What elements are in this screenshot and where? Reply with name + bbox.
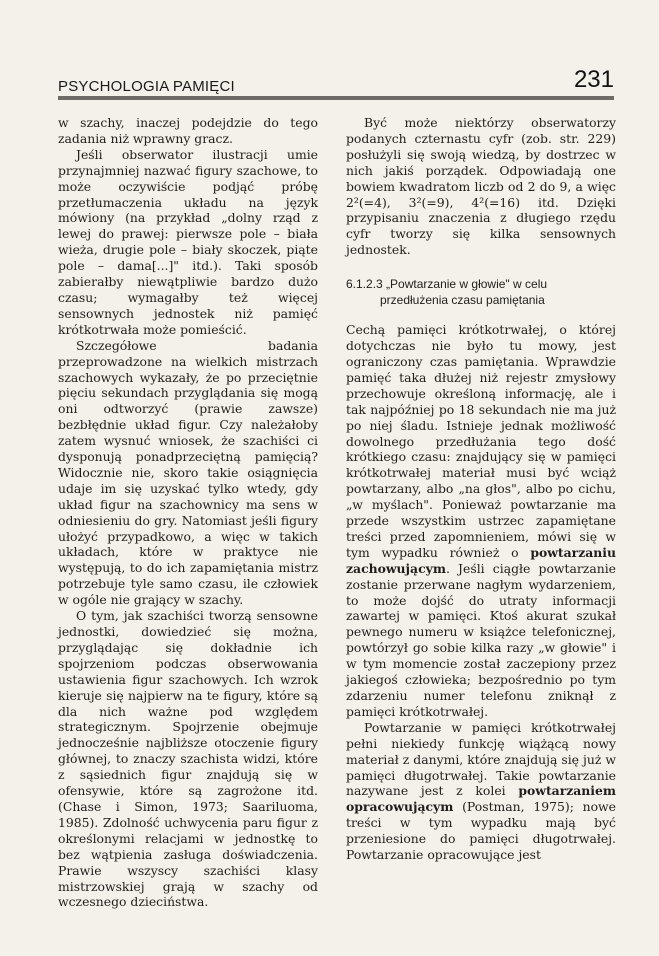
text-run: Cechą pamięci krótkotrwałej, o której dotychczas nie było tu mowy, jest ograniczony czas pamiętania. Wprawdzie pamięć taka dłużej niż rejestr zmysłowy przechowuje określoną informację, ale i tak najpóźniej po 18 sekundach nie ma już po niej śladu. Istnieje jednak możliwość dowolnego przedłużania tego dość krótkiego czasu: znajdujący się w pamięci krótkotrwałej materiał musi być wciąż powtarzany, albo „na głos", albo po cichu, „w myślach". Ponieważ powtarzanie ma przede wszystkim ustrzec zapamiętane treści przed zapomnieniem, mówi się w tym wypadku również o xyxy=(346,322,616,560)
bold-term: powtarzaniem opracowującym xyxy=(346,783,616,815)
page-number: 231 xyxy=(573,66,614,93)
section-heading xyxy=(346,276,616,308)
page-header xyxy=(58,66,614,96)
section-title-line2: przedłużenia czasu pamiętania xyxy=(380,293,545,308)
paragraph: Szczegółowe badania przeprowadzone na wielkich mistrzach szachowych wykazały, że po przeciętnie pięciu sekundach przyglądania się mogą oni odtworzyć (prawie zawsze) bezbłędnie układ figur. Czy należałoby zatem wysnuć wniosek, że szachiści ci dysponują ponadprzeciętną pamięcią? Widocznie nie, skoro takie osiągnięcia udaje im się uzyskać tylko wtedy, gdy układ figur na szachownicy ma sens w odniesieniu do gry. Natomiast jeśli figury ułożyć przypadkowo, a więc w takich układach, które w praktyce nie występują, to do ich zapamiętania mistrz potrzebuje tyle samo czasu, ile człowiek w ogóle nie grający w szachy. xyxy=(58,337,318,608)
paragraph xyxy=(346,322,616,720)
text-run: (Postman, 1975); nowe treści w tym wypadku mają być przeniesione do pamięci długotrwałej. Powtarzanie opracowujące jest xyxy=(346,799,616,863)
text-run: . Jeśli ciągłe powtarzanie zostanie przerwane nagłym wydarzeniem, to może dojść do utraty informacji zawartej w pamięci. Ktoś akurat szukał pewnego numeru w książce telefonicznej, powtórzył go sobie kilka razy „w głowie" i w tym momencie został zaczepiony przez jakiegoś człowieka; bezpośrednio po tym zdarzeniu numer telefonu zniknął z pamięci krótkotrwałej. xyxy=(346,560,616,719)
paragraph: O tym, jak szachiści tworzą sensowne jednostki, dowiedzieć się można, przyglądając się dokładnie ich spojrzeniom podczas obserwowania ustawienia figur szachowych. Ich wzrok kieruje się najpierw na te figury, które są dla nich ważne pod względem strategicznym. Spojrzenie obejmuje jednocześnie najbliższe otoczenie figury głównej, to znaczy szachista widzi, które z sąsiednich figur znajdują się w ofensywie, które są zagrożone itd. (Chase i Simon, 1973; Saariluoma, 1985). Zdolność uchwycenia paru figur z określonymi relacjami w jednostkę to bez wątpienia zasługa doświadczenia. Prawie wszyscy szachiści klasy mistrzowskiej grają w szachy od wczesnego dzieciństwa. xyxy=(58,608,318,910)
running-head: PSYCHOLOGIA PAMIĘCI xyxy=(58,78,235,95)
section-number: 6.1.2.3 xyxy=(346,277,383,292)
section-title-line1: „Powtarzanie w głowie" w celu xyxy=(386,277,548,292)
paragraph: w szachy, inaczej podejdzie do tego zadania niż wprawny gracz. xyxy=(58,115,318,146)
paragraph xyxy=(346,720,616,863)
text-run: Powtarzanie w pamięci krótkotrwałej pełni niekiedy funkcję wiążącą nowy materiał z danymi, które znajdują się już w pamięci długotrwałej. Takie powtarzanie nazywane jest z kolei xyxy=(346,719,616,799)
paragraph: Być może niektórzy obserwatorzy podanych czternastu cyfr (zob. str. 229) posłużyli się swoją wiedzą, by dostrzec w nich jakiś porządek. Odpowiadają one bowiem kwadratom liczb od 2 do 9, a więc 2²(=4), 3²(=9), 4²(=16) itd. Dzięki przypisaniu znaczenia z długiego rzędu cyfr tworzy się kilka sensownych jednostek. xyxy=(346,115,616,258)
bold-term: powtarzaniu zachowującym xyxy=(346,544,616,576)
header-rule xyxy=(58,96,614,100)
right-column xyxy=(346,115,616,863)
paragraph: Jeśli obserwator ilustracji umie przynajmniej nazwać figury szachowe, to może oczywiście podjąć próbę przetłumaczenia układu na język mówiony (na przykład „dolny rząd z lewej do prawej: pierwsze pole – biała wieża, drugie pole – biały skoczek, piąte pole – dama[...]" itd.). Taki sposób zabierałby niewątpliwie bardzo dużo czasu; wymagałby też więcej sensownych jednostek niż pamięć krótkotrwała może pomieścić. xyxy=(58,146,318,337)
left-column xyxy=(58,115,318,910)
